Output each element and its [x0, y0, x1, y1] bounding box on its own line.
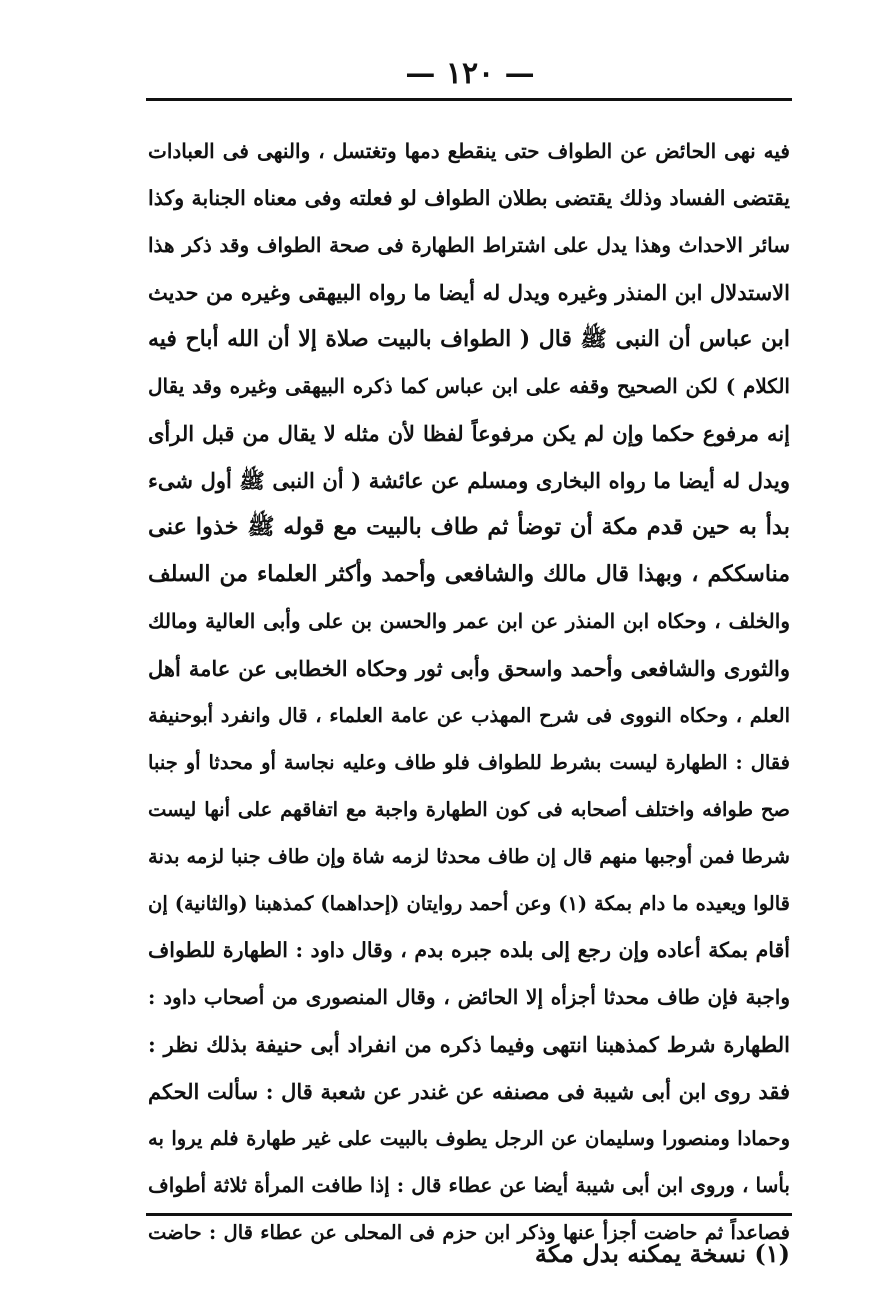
text-line: ويدل له أيضا ما رواه البخارى ومسلم عن عائشة ( أن النبى ﷺ أول شىء	[148, 468, 790, 493]
text-line: قالوا ويعيده ما دام بمكة (١) وعن أحمد روايتان (إحداهما) كمذهبنا (والثانية) إن	[148, 892, 790, 915]
text-line: فقد روى ابن أبى شيبة فى مصنفه عن غندر عن شعبة قال : سألت الحكم	[148, 1079, 790, 1104]
text-line: صح طوافه واختلف أصحابه فى كون الطهارة واجبة مع اتفاقهم على أنها ليست	[148, 798, 790, 821]
text-line: ابن عباس أن النبى ﷺ قال ( الطواف بالبيت صلاة إلا أن الله أباح فيه	[148, 326, 790, 352]
text-line: والثورى والشافعى وأحمد واسحق وأبى ثور وحكاه الخطابى عن عامة أهل	[148, 656, 790, 681]
main-text	[148, 128, 790, 1256]
text-line: العلم ، وحكاه النووى فى شرح المهذب عن عامة العلماء ، قال وانفرد أبوحنيفة	[148, 704, 790, 727]
text-line: بأسا ، وروى ابن أبى شيبة أيضا عن عطاء قال : إذا طافت المرأة ثلاثة أطواف	[148, 1173, 790, 1197]
footnote-rule	[146, 1213, 792, 1216]
text-line: شرطا فمن أوجبها منهم قال إن طاف محدثا لزمه شاة وإن طاف جنبا لزمه بدنة	[148, 845, 790, 868]
header-rule	[146, 98, 792, 101]
page-number-header: — ١٢٠ —	[405, 56, 535, 91]
text-line: أقام بمكة أعاده وإن رجع إلى بلده جبره بدم ، وقال داود : الطهارة للطواف	[148, 938, 790, 962]
text-line: الاستدلال ابن المنذر وغيره ويدل له أيضا ما رواه البيهقى وغيره من حديث	[148, 280, 790, 305]
text-line: بدأ به حين قدم مكة أن توضأ ثم طاف بالبيت مع قوله ﷺ خذوا عنى	[148, 514, 790, 540]
text-line: الكلام ) لكن الصحيح وقفه على ابن عباس كما ذكره البيهقى وغيره وقد يقال	[148, 374, 790, 398]
text-line: واجبة فإن طاف محدثا أجزأه إلا الحائض ، وقال المنصورى من أصحاب داود :	[148, 985, 790, 1009]
text-line: فيه نهى الحائض عن الطواف حتى ينقطع دمها وتغتسل ، والنهى فى العبادات	[148, 139, 790, 163]
text-line: سائر الاحداث وهذا يدل على اشتراط الطهارة فى صحة الطواف وقد ذكر هذا	[148, 233, 790, 257]
text-line: فقال : الطهارة ليست بشرط للطواف فلو طاف وعليه نجاسة أو محدثا أو جنبا	[148, 751, 790, 774]
text-line: فصاعداً ثم حاضت أجزأ عنها وذكر ابن حزم فى المحلى عن عطاء قال : حاضت	[148, 1221, 790, 1244]
text-line: الطهارة شرط كمذهبنا انتهى وفيما ذكره من انفراد أبى حنيفة بذلك نظر :	[148, 1032, 790, 1057]
footnote: (١) نسخة يمكنه بدل مكة	[534, 1239, 790, 1268]
text-line: إنه مرفوع حكما وإن لم يكن مرفوعاً لفظا لأن مثله لا يقال من قبل الرأى	[148, 421, 790, 446]
text-line: يقتضى الفساد وذلك يقتضى بطلان الطواف لو فعلته وفى معناه الجنابة وكذا	[148, 186, 790, 210]
text-line: والخلف ، وحكاه ابن المنذر عن ابن عمر والحسن بن على وأبى العالية ومالك	[148, 609, 790, 633]
text-line: وحمادا ومنصورا وسليمان عن الرجل يطوف بالبيت على غير طهارة فلم يروا به	[148, 1127, 790, 1150]
text-line: مناسككم ، وبهذا قال مالك والشافعى وأحمد وأكثر العلماء من السلف	[148, 561, 790, 587]
